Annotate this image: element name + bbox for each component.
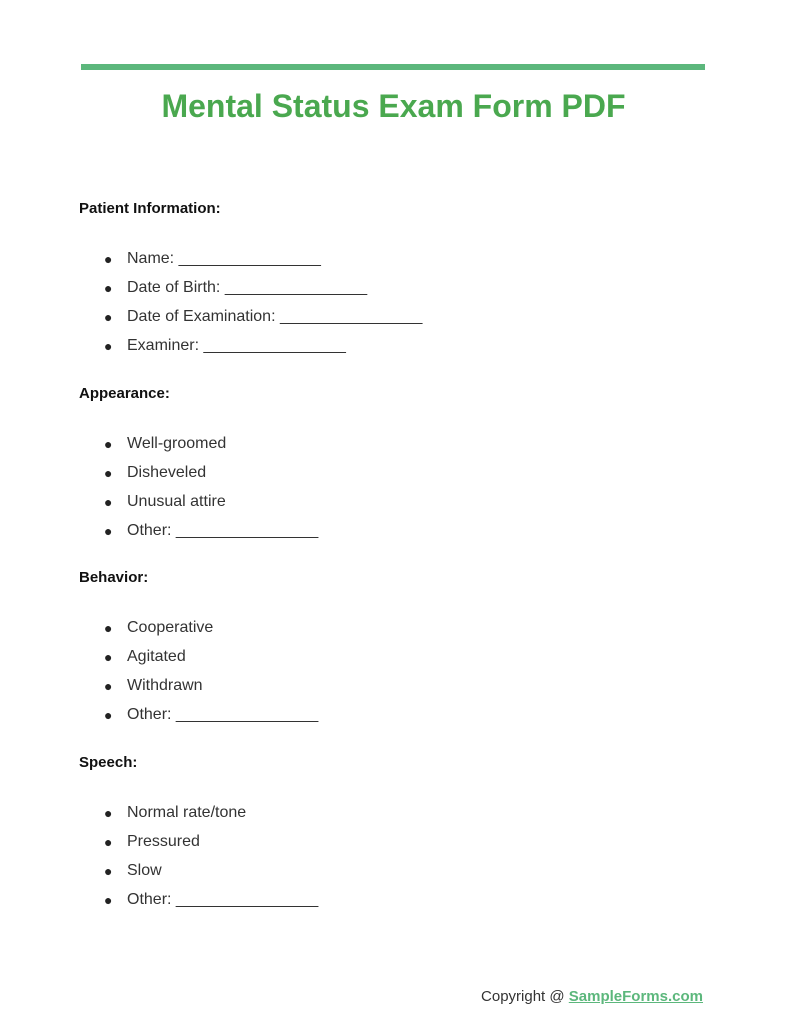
behavior-other-field[interactable]: Other: ________________ <box>127 706 319 723</box>
sampleforms-link[interactable]: SampleForms.com <box>568 988 703 1005</box>
appearance-other-field[interactable]: Other: ________________ <box>127 522 319 539</box>
bullet-icon: ● <box>104 523 113 539</box>
speech-option-normal-rate-tone: Normal rate/tone <box>127 804 247 821</box>
section-heading-behavior: Behavior: <box>79 569 149 586</box>
bullet-icon: ● <box>104 465 113 481</box>
examiner-field[interactable]: Examiner: ________________ <box>127 337 346 354</box>
name-field[interactable]: Name: ________________ <box>127 250 321 267</box>
speech-other-field[interactable]: Other: ________________ <box>127 891 319 908</box>
speech-option-pressured: Pressured <box>127 833 200 850</box>
bullet-icon: ● <box>104 863 113 879</box>
copyright-footer <box>481 988 703 1005</box>
bullet-icon: ● <box>104 649 113 665</box>
bullet-icon: ● <box>104 280 113 296</box>
bullet-icon: ● <box>104 251 113 267</box>
behavior-option-agitated: Agitated <box>127 648 186 665</box>
bullet-icon: ● <box>104 707 113 723</box>
date-of-birth-field[interactable]: Date of Birth: ________________ <box>127 279 368 296</box>
top-accent-rule <box>81 64 705 70</box>
bullet-icon: ● <box>104 805 113 821</box>
bullet-icon: ● <box>104 620 113 636</box>
date-of-examination-field[interactable]: Date of Examination: ________________ <box>127 308 423 325</box>
bullet-icon: ● <box>104 678 113 694</box>
bullet-icon: ● <box>104 834 113 850</box>
page-title: Mental Status Exam Form PDF <box>161 88 626 124</box>
speech-option-slow: Slow <box>127 862 162 879</box>
bullet-icon: ● <box>104 436 113 452</box>
section-heading-speech: Speech: <box>79 754 138 771</box>
appearance-option-well-groomed: Well-groomed <box>127 435 227 452</box>
copyright-text: Copyright @ <box>481 988 569 1005</box>
bullet-icon: ● <box>104 309 113 325</box>
appearance-option-disheveled: Disheveled <box>127 464 207 481</box>
appearance-option-unusual-attire: Unusual attire <box>127 493 226 510</box>
behavior-option-cooperative: Cooperative <box>127 619 214 636</box>
section-heading-patient-information: Patient Information: <box>79 200 221 217</box>
bullet-icon: ● <box>104 892 113 908</box>
section-heading-appearance: Appearance: <box>79 385 170 402</box>
bullet-icon: ● <box>104 338 113 354</box>
bullet-icon: ● <box>104 494 113 510</box>
behavior-option-withdrawn: Withdrawn <box>127 677 203 694</box>
